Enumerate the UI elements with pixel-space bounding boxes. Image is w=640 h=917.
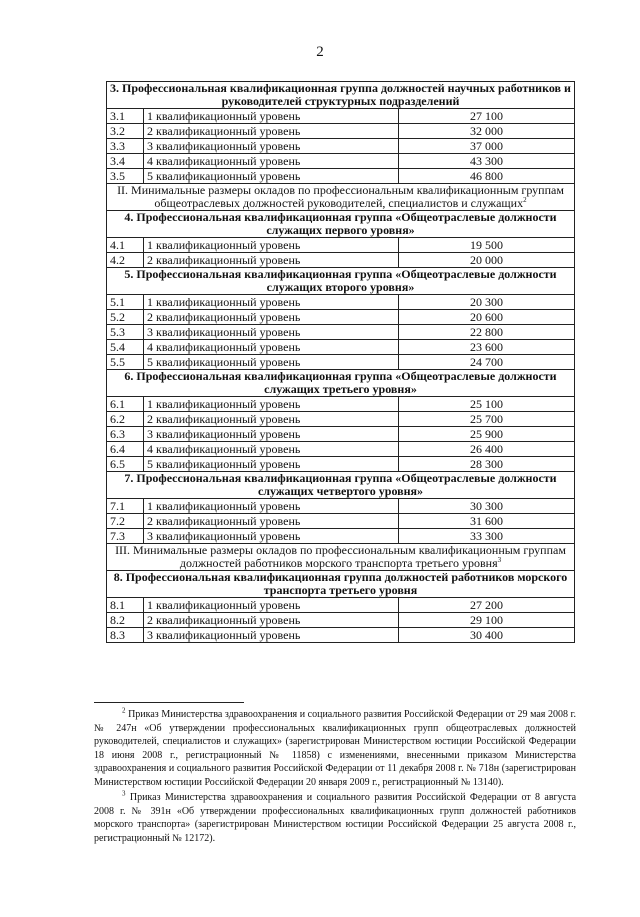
salary-value: 29 100 [399,613,575,628]
table-row [107,499,575,514]
group-heading-row [107,211,575,238]
table-row [107,169,575,184]
heading-text: 3. Профессиональная квалификационная группа должностей научных работников и руководителей структурных подразделений [110,81,571,108]
qualification-level: 2 квалификационный уровень [144,310,399,325]
salary-value: 32 000 [399,124,575,139]
qualification-level: 2 квалификационный уровень [144,514,399,529]
row-number: 8.3 [107,628,144,643]
section-heading-row [107,544,575,571]
qualification-level: 5 квалификационный уровень [144,169,399,184]
row-number: 8.1 [107,598,144,613]
table-row [107,427,575,442]
table-row [107,457,575,472]
salary-value: 26 400 [399,442,575,457]
group-heading-row [107,370,575,397]
table-row [107,295,575,310]
table-row [107,340,575,355]
table-row [107,514,575,529]
group-heading [107,571,575,598]
qualification-level: 4 квалификационный уровень [144,154,399,169]
table-row [107,124,575,139]
qualification-level: 2 квалификационный уровень [144,124,399,139]
row-number: 3.5 [107,169,144,184]
footnotes [94,708,576,847]
heading-text: 7. Профессиональная квалификационная группа «Общеотраслевые должности служащих четвертого уровня» [124,471,557,498]
salary-value: 22 800 [399,325,575,340]
row-number: 6.5 [107,457,144,472]
qualification-level: 3 квалификационный уровень [144,529,399,544]
table-row [107,412,575,427]
qualification-level: 3 квалификационный уровень [144,628,399,643]
salary-value: 20 300 [399,295,575,310]
group-heading [107,370,575,397]
footnote-text: Приказ Министерства здравоохранения и социального развития Российской Федерации от 29 мая 2008 г. № 247н «Об утверждении профессиональных квалификационных групп общеотраслевых должностей руководителей, специалистов и служащих» (зарегистрирован Министерством юстиции Российской Федерации 18 июня 2008 г., регистрационный № 11858) с изменениями, внесенными приказом Министерства здравоохранения и социального развития Российской Федерации от 11 декабря 2008 г. № 718н (зарегистрирован Министерством юстиции Российской Федерации 20 января 2009 г., регистрационный № 13140). [94,709,576,788]
row-number: 7.2 [107,514,144,529]
salary-value: 27 100 [399,109,575,124]
heading-text: 5. Профессиональная квалификационная группа «Общеотраслевые должности служащих второго уровня» [124,267,557,294]
row-number: 5.5 [107,355,144,370]
row-number: 6.4 [107,442,144,457]
heading-text: 8. Профессиональная квалификационная группа должностей работников морского транспорта третьего уровня [113,570,568,597]
table-row [107,529,575,544]
qualification-level: 4 квалификационный уровень [144,442,399,457]
section-heading-row [107,184,575,211]
row-number: 5.1 [107,295,144,310]
row-number: 3.4 [107,154,144,169]
group-heading [107,211,575,238]
section-heading [107,544,575,571]
qualification-level: 3 квалификационный уровень [144,325,399,340]
group-heading-row [107,268,575,295]
table-row [107,355,575,370]
salary-value: 24 700 [399,355,575,370]
row-number: 6.3 [107,427,144,442]
qualification-level: 3 квалификационный уровень [144,139,399,154]
section-heading [107,184,575,211]
row-number: 3.1 [107,109,144,124]
footnote-ref: 2 [523,196,527,204]
group-heading-row [107,472,575,499]
table-row [107,253,575,268]
qualification-level: 1 квалификационный уровень [144,499,399,514]
table-row [107,325,575,340]
footnote-ref: 3 [497,556,502,564]
table-row [107,628,575,643]
heading-text: II. Минимальные размеры окладов по профессиональным квалификационным группам общеотраслевых должностей руководителей, специалистов и служащих [117,183,564,210]
salary-value: 23 600 [399,340,575,355]
group-heading [107,82,575,109]
salary-value: 20 600 [399,310,575,325]
salary-value: 19 500 [399,238,575,253]
salary-value: 46 800 [399,169,575,184]
row-number: 5.3 [107,325,144,340]
row-number: 5.2 [107,310,144,325]
qualification-level: 2 квалификационный уровень [144,253,399,268]
row-number: 7.3 [107,529,144,544]
salary-value: 28 300 [399,457,575,472]
row-number: 3.3 [107,139,144,154]
salary-value: 25 100 [399,397,575,412]
salary-value: 27 200 [399,598,575,613]
qualification-level: 1 квалификационный уровень [144,397,399,412]
row-number: 6.2 [107,412,144,427]
qualification-level: 1 квалификационный уровень [144,598,399,613]
salary-value: 43 300 [399,154,575,169]
row-number: 4.2 [107,253,144,268]
table-row [107,310,575,325]
table-row [107,139,575,154]
group-heading [107,472,575,499]
salary-value: 31 600 [399,514,575,529]
row-number: 8.2 [107,613,144,628]
heading-text: 6. Профессиональная квалификационная группа «Общеотраслевые должности служащих третьего уровня» [124,369,557,396]
salary-value: 30 300 [399,499,575,514]
page-number: 2 [316,44,324,60]
row-number: 3.2 [107,124,144,139]
qualification-level: 5 квалификационный уровень [144,457,399,472]
footnote [94,708,576,789]
row-number: 5.4 [107,340,144,355]
footnote-mark: 3 [122,789,126,798]
salary-value: 25 700 [399,412,575,427]
table-row [107,238,575,253]
table-row [107,397,575,412]
salary-value: 30 400 [399,628,575,643]
group-heading-row [107,571,575,598]
row-number: 6.1 [107,397,144,412]
salary-value: 20 000 [399,253,575,268]
qualification-level: 1 квалификационный уровень [144,109,399,124]
qualification-level: 1 квалификационный уровень [144,238,399,253]
footnote-divider [94,702,244,703]
qualification-level: 2 квалификационный уровень [144,412,399,427]
salary-value: 25 900 [399,427,575,442]
qualification-level: 5 квалификационный уровень [144,355,399,370]
table-row [107,154,575,169]
table-row [107,598,575,613]
salary-table [106,81,575,643]
salary-value: 37 000 [399,139,575,154]
table-row [107,442,575,457]
footnote-text: Приказ Министерства здравоохранения и социального развития Российской Федерации от 8 августа 2008 г. № 391н «Об утверждении профессиональных квалификационных групп должностей работников морского транспорта» (зарегистрирован Министерством юстиции Российской Федерации 25 августа 2008 г., регистрационный № 12172). [94,792,577,844]
qualification-level: 1 квалификационный уровень [144,295,399,310]
table-row [107,613,575,628]
row-number: 4.1 [107,238,144,253]
qualification-level: 2 квалификационный уровень [144,613,399,628]
group-heading [107,268,575,295]
footnote [94,791,576,845]
heading-text: III. Минимальные размеры окладов по профессиональным квалификационным группам должностей работников морского транспорта третьего уровня [115,543,566,570]
qualification-level: 3 квалификационный уровень [144,427,399,442]
salary-value: 33 300 [399,529,575,544]
group-heading-row [107,82,575,109]
footnote-mark: 2 [122,706,126,715]
qualification-level: 4 квалификационный уровень [144,340,399,355]
table-row [107,109,575,124]
row-number: 7.1 [107,499,144,514]
heading-text: 4. Профессиональная квалификационная группа «Общеотраслевые должности служащих первого уровня» [124,210,557,237]
